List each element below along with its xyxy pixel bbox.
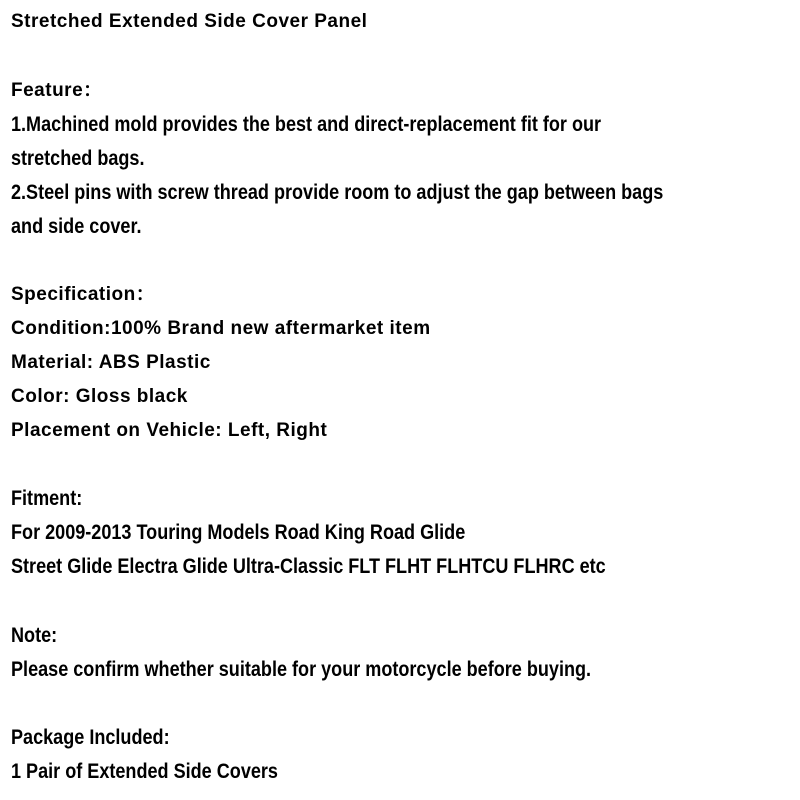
specification-heading: Specification： [11, 284, 156, 305]
feature-item: and side cover. [11, 215, 142, 238]
feature-item: 1.Machined mold provides the best and direct-replacement fit for our [11, 113, 602, 136]
feature-heading: Feature： [11, 80, 103, 101]
note-text: Please confirm whether suitable for your motorcycle before buying. [11, 658, 592, 681]
fitment-heading: Fitment: [11, 487, 83, 510]
package-item: 1 Pair of Extended Side Covers [11, 760, 278, 783]
fitment-item: Street Glide Electra Glide Ultra-Classic FLT FLHT FLHTCU FLHRC etc [11, 555, 606, 578]
specification-placement: Placement on Vehicle: Left, Right [11, 420, 328, 441]
feature-item: stretched bags. [11, 147, 145, 170]
document-title: Stretched Extended Side Cover Panel [11, 11, 368, 32]
feature-item: 2.Steel pins with screw thread provide room to adjust the gap between bags [11, 181, 664, 204]
note-heading: Note: [11, 624, 58, 647]
package-heading: Package Included: [11, 726, 170, 749]
specification-color: Color: Gloss black [11, 386, 188, 407]
fitment-item: For 2009-2013 Touring Models Road King Road Glide [11, 521, 466, 544]
specification-condition: Condition:100% Brand new aftermarket item [11, 318, 431, 339]
specification-material: Material: ABS Plastic [11, 352, 211, 373]
